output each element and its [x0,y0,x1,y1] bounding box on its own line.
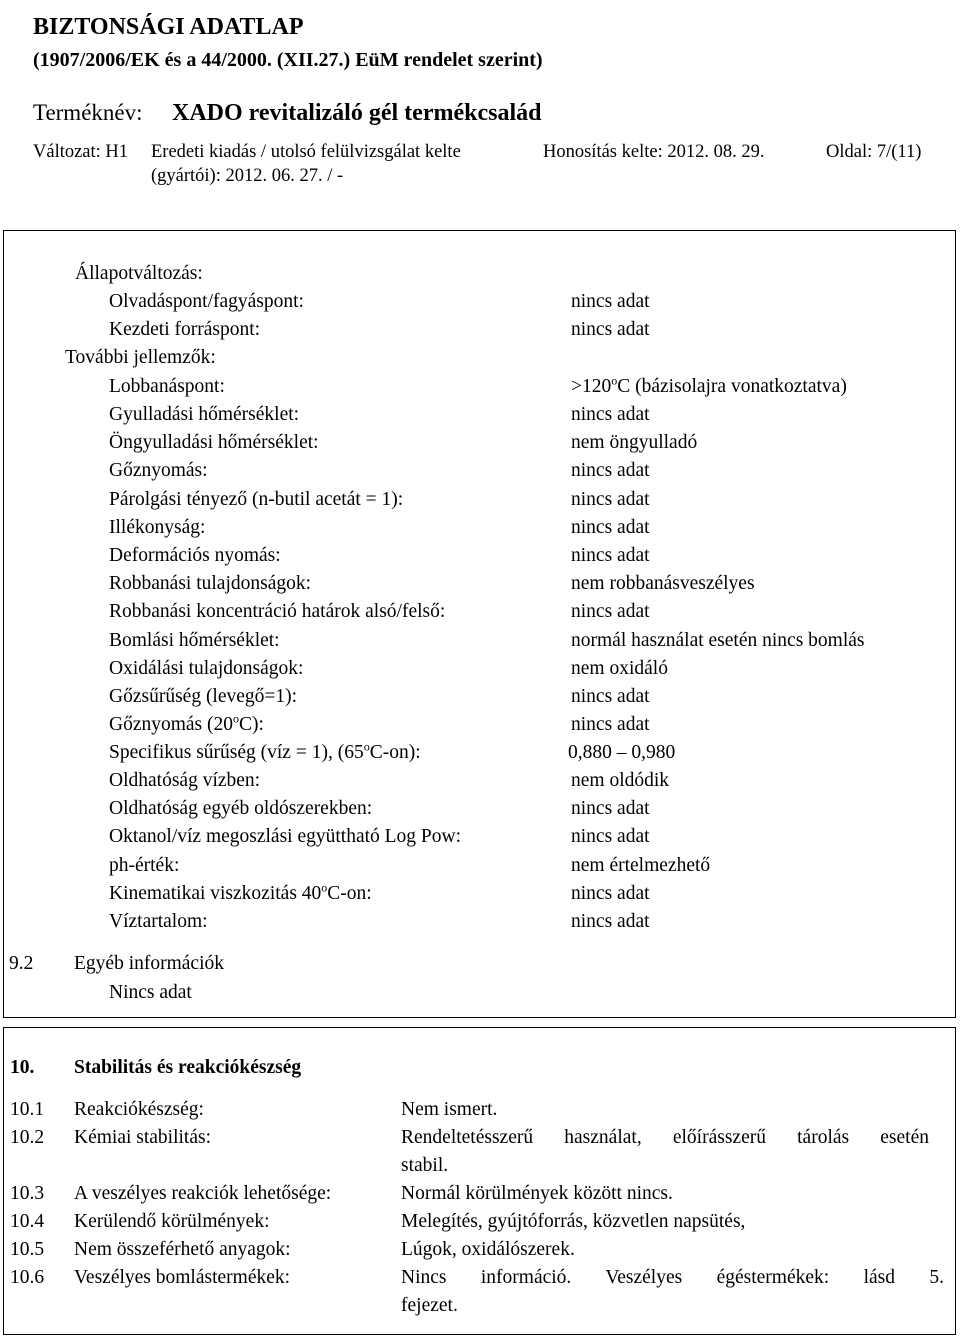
property-label: Bomlási hőmérséklet: [109,630,280,651]
property-value: normál használat esetén nincs bomlás [571,630,865,651]
page-number: Oldal: 7/(11) [826,142,922,162]
section-10-row-label: Veszélyes bomlástermékek: [74,1267,291,1288]
property-label: Oldhatóság vízben: [109,770,261,791]
property-label: Kezdeti forráspont: [109,319,261,340]
property-label: Öngyulladási hőmérséklet: [109,432,319,453]
property-label: Oktanol/víz megoszlási együttható Log Pow: [109,826,462,847]
section-10-row-number: 10.5 [10,1239,45,1260]
section-10-row-value: Normál körülmények között nincs. [401,1183,673,1204]
flash-point-value: $>120^oC$ (bázisolajra vonatkoztatva) [571,373,847,397]
section-10-row-value: Nem ismert. [401,1099,498,1120]
property-label: Gőzsűrűség (levegő=1): [109,686,298,707]
other-info-number: 9.2 [9,953,34,974]
section-10-row-number: 10.4 [10,1211,45,1232]
viscosity-label: Kinematikai viszkozitás 40$^o$C-on: [109,880,372,904]
property-label: Gőznyomás: [109,460,208,481]
section-10-row-number: 10.1 [10,1099,45,1120]
property-value: nincs adat [571,404,650,425]
issue-date-line2: (gyártói): 2012. 06. 27. / - [151,166,344,186]
property-value: nem robbanásveszélyes [571,573,755,594]
section-10-number: 10. [10,1057,35,1078]
property-value: nincs adat [571,460,650,481]
section-10-row-number: 10.6 [10,1267,45,1288]
property-value: nincs adat [571,291,650,312]
property-label: Gyulladási hőmérséklet: [109,404,300,425]
property-value: nincs adat [571,686,650,707]
property-value: nincs adat [571,826,650,847]
property-value: nem oldódik [571,770,670,791]
section-10-row-value: Lúgok, oxidálószerek. [401,1239,575,1260]
section-10-row-number: 10.2 [10,1127,45,1148]
viscosity-value: nincs adat [571,883,650,904]
property-value: nincs adat [571,319,650,340]
property-label: Illékonyság: [109,517,206,538]
other-info-heading: Egyéb információk [74,953,224,974]
product-label: Terméknév: [33,100,143,125]
water-content-label: Víztartalom: [109,911,208,932]
section-10-row-value-cont: fejezet. [401,1295,458,1316]
density-value: 0,880 – 0,980 [568,742,676,763]
section-10-row-value: Rendeltetésszerű használat, előírásszerű tárolás esetén [401,1127,929,1148]
product-name: XADO revitalizáló gél termékcsalád [172,100,542,126]
section-10-title: Stabilitás és reakciókészség [74,1057,302,1078]
density-label: Specifikus sűrűség (víz = 1), (65$^o$C-on): [109,739,421,763]
section-10-row-number: 10.3 [10,1183,45,1204]
property-label: Deformációs nyomás: [109,545,281,566]
document-title: BIZTONSÁGI ADATLAP [33,14,304,40]
regulation-reference: (1907/2006/EK és a 44/2000. (XII.27.) EüM rendelet szerint) [33,49,543,71]
localization-date: Honosítás kelte: 2012. 08. 29. [543,142,765,162]
other-info-value: Nincs adat [109,982,192,1003]
property-value: nincs adat [571,601,650,622]
property-label: Robbanási tulajdonságok: [109,573,312,594]
section-10-row-value: Melegítés, gyújtóforrás, közvetlen napsütés, [401,1211,746,1232]
version: Változat: H1 [33,142,129,162]
property-label: Robbanási koncentráció határok alsó/felső: [109,601,446,622]
section-10-row-label: Kerülendő körülmények: [74,1211,270,1232]
vapor-pressure-20-value: nincs adat [571,714,650,735]
further-properties-heading: További jellemzők: [65,347,216,368]
water-content-value: nincs adat [571,911,650,932]
property-value: nincs adat [571,545,650,566]
property-value: nem oxidáló [571,658,668,679]
section-10-row-label: Kémiai stabilitás: [74,1127,212,1148]
property-label: Párolgási tényező (n-butil acetát = 1): [109,489,404,510]
section-10-row-label: A veszélyes reakciók lehetősége: [74,1183,332,1204]
property-label: Oxidálási tulajdonságok: [109,658,304,679]
property-value: nincs adat [571,489,650,510]
property-value: nem öngyulladó [571,432,698,453]
section-10-row-value-cont: stabil. [401,1155,449,1176]
issue-date-line1: Eredeti kiadás / utolsó felülvizsgálat kelte [151,142,461,162]
section-10-row-label: Reakciókészség: [74,1099,204,1120]
property-value: nincs adat [571,798,650,819]
vapor-pressure-20-label: Gőznyomás (20$^o$C): [109,711,264,735]
property-label: Olvadáspont/fagyáspont: [109,291,304,312]
flash-point-label: Lobbanáspont: [109,376,225,397]
property-label: ph-érték: [109,855,180,876]
section-10-row-value: Nincs információ. Veszélyes égéstermékek: lásd 5. [401,1267,944,1288]
property-value: nincs adat [571,517,650,538]
property-value: nem értelmezhető [571,855,711,876]
section-10-row-label: Nem összeférhető anyagok: [74,1239,291,1260]
state-change-heading: Állapotváltozás: [75,263,203,284]
property-label: Oldhatóság egyéb oldószerekben: [109,798,373,819]
